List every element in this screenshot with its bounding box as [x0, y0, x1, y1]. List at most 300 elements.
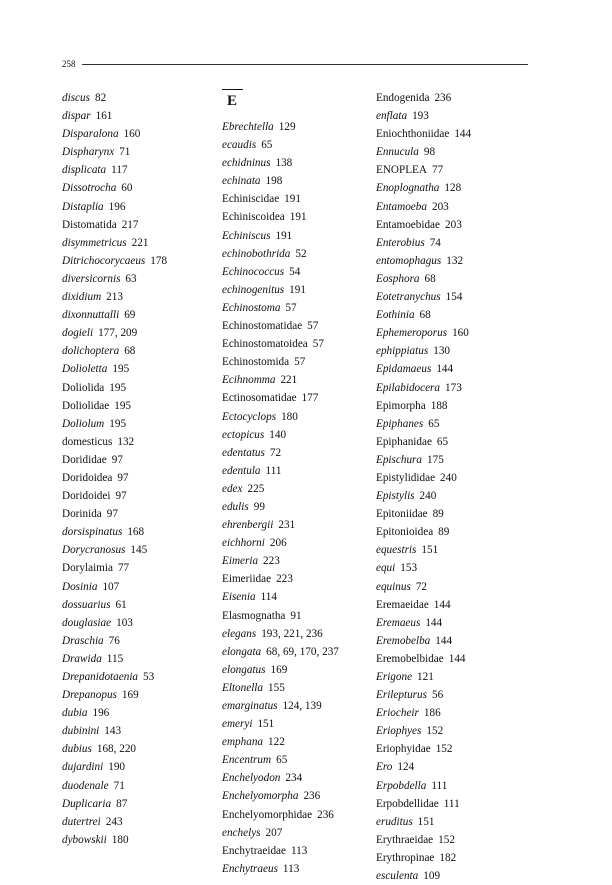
- index-page-refs: 225: [247, 482, 265, 495]
- index-term: Draschia: [62, 634, 104, 647]
- index-entry: [62, 722, 212, 740]
- index-entry: [376, 179, 526, 197]
- index-term: disymmetricus: [62, 236, 127, 249]
- index-page-refs: 111: [431, 779, 448, 792]
- index-page-refs: 115: [106, 652, 124, 665]
- index-term: Dorycranosus: [62, 544, 126, 557]
- index-page-refs: 65: [436, 435, 449, 448]
- index-entry: [376, 614, 526, 632]
- index-term: edex: [222, 482, 243, 495]
- index-entry: [376, 360, 526, 378]
- index-page-refs: 132: [117, 435, 135, 448]
- index-term: Entamoebidae: [376, 218, 440, 231]
- index-entry: [222, 462, 372, 480]
- index-entry: [222, 154, 372, 172]
- index-page-refs: 169: [270, 663, 288, 676]
- index-page-refs: 98: [423, 146, 436, 159]
- index-term: Disparalona: [62, 128, 119, 141]
- index-term: enchelys: [222, 826, 261, 839]
- index-entry: [376, 541, 526, 559]
- index-entry: [62, 559, 212, 577]
- index-term: Eriophyes: [376, 725, 422, 738]
- index-entry: [222, 227, 372, 245]
- index-page-refs: 99: [253, 500, 265, 513]
- index-page-refs: 186: [423, 707, 441, 720]
- index-page-refs: 65: [261, 139, 273, 152]
- index-term: dolichoptera: [62, 345, 120, 358]
- index-page-refs: 144: [448, 652, 466, 665]
- index-term: dujardini: [62, 761, 104, 774]
- index-page-refs: 151: [257, 718, 275, 731]
- index-page-refs: 168: [127, 526, 145, 539]
- index-entry: [376, 795, 526, 813]
- index-entry: [222, 733, 372, 751]
- index-term: Ectinosomatidae: [222, 392, 297, 405]
- index-entry: [62, 179, 212, 197]
- index-page-refs: 177, 209: [98, 327, 138, 340]
- index-entry: [62, 813, 212, 831]
- index-term: dutertrei: [62, 815, 101, 828]
- index-page-refs: 68: [124, 345, 136, 358]
- index-term: elongata: [222, 645, 262, 658]
- index-entry: [62, 614, 212, 632]
- index-page-refs: 206: [269, 537, 287, 550]
- index-term: equestris: [376, 544, 417, 557]
- index-page-refs: 175: [427, 453, 444, 466]
- index-term: Eremaeus: [376, 616, 421, 629]
- index-term: Dorylaimia: [62, 562, 113, 575]
- index-page-refs: 97: [106, 508, 118, 521]
- index-term: Epistylididae: [376, 471, 436, 484]
- index-term: Echinostomida: [222, 356, 290, 369]
- index-term: Eriophyidae: [376, 743, 431, 756]
- index-entry: [376, 777, 526, 795]
- index-entry: [376, 578, 526, 596]
- page-number: 258: [62, 59, 76, 69]
- index-term: Dorinida: [62, 508, 102, 521]
- index-page-refs: 153: [400, 562, 418, 575]
- index-term: Elasmognatha: [222, 609, 286, 622]
- index-term: Ebrechtella: [222, 121, 274, 133]
- index-entry: [222, 426, 372, 444]
- index-page-refs: 223: [263, 555, 280, 568]
- index-term: Enchelyomorpha: [222, 790, 299, 803]
- index-term: Drepanopus: [62, 689, 117, 702]
- index-page-refs: 87: [116, 797, 128, 810]
- index-term: Epiphanes: [376, 417, 424, 430]
- index-entry: [62, 234, 212, 252]
- index-entry: [376, 451, 526, 469]
- index-entry: [62, 523, 212, 541]
- index-entry: [222, 118, 372, 136]
- index-term: Drawida: [62, 652, 102, 665]
- index-term: Eothinia: [376, 309, 415, 322]
- index-entry: [376, 487, 526, 505]
- section-letter-bar: [222, 89, 243, 90]
- index-page-refs: 195: [112, 363, 130, 376]
- index-term: echidninus: [222, 157, 271, 170]
- index-page-refs: 91: [290, 609, 302, 622]
- index-entry: [62, 541, 212, 559]
- index-page-refs: 191: [275, 229, 293, 242]
- index-entry: [376, 650, 526, 668]
- index-page-refs: 161: [95, 110, 113, 123]
- index-entry: [376, 559, 526, 577]
- index-entry: [222, 625, 372, 643]
- index-column-1: [62, 89, 212, 849]
- index-page-refs: 132: [446, 254, 464, 267]
- index-term: Eniochthoniidae: [376, 128, 450, 141]
- index-term: Echiniscus: [222, 229, 271, 242]
- index-page-refs: 117: [111, 164, 128, 177]
- index-entry: [222, 480, 372, 498]
- index-term: elongatus: [222, 663, 266, 676]
- index-page-refs: 69: [124, 309, 136, 322]
- index-term: dubinini: [62, 725, 100, 738]
- index-page-refs: 144: [454, 128, 472, 141]
- index-term: Doliolidae: [62, 399, 110, 412]
- index-term: dubia: [62, 707, 88, 720]
- index-page-refs: 207: [265, 826, 283, 839]
- index-entry: [376, 686, 526, 704]
- index-entry: [376, 433, 526, 451]
- index-entry: [62, 795, 212, 813]
- index-entry: [222, 190, 372, 208]
- index-term: ectopicus: [222, 428, 265, 441]
- index-page-refs: 61: [115, 598, 127, 611]
- index-entry: [376, 740, 526, 758]
- index-page-refs: 129: [278, 121, 296, 133]
- index-entry: [62, 252, 212, 270]
- index-page-refs: 213: [106, 291, 123, 304]
- index-page-refs: 203: [431, 200, 449, 213]
- index-term: edulis: [222, 500, 249, 513]
- index-term: Doridoidea: [62, 471, 113, 484]
- index-term: emphana: [222, 736, 264, 749]
- index-entry: [62, 650, 212, 668]
- index-page-refs: 65: [276, 754, 288, 767]
- index-term: dispar: [62, 110, 91, 123]
- index-entry: [222, 588, 372, 606]
- index-page-refs: 89: [432, 508, 444, 521]
- index-entry: [376, 758, 526, 776]
- index-term: echinogenitus: [222, 283, 285, 296]
- index-entry: [222, 751, 372, 769]
- index-page-refs: 236: [317, 808, 334, 821]
- index-entry: [376, 415, 526, 433]
- index-term: dogieli: [62, 327, 94, 340]
- index-entry: [376, 722, 526, 740]
- index-page-refs: 77: [117, 562, 130, 575]
- index-page-refs: 82: [94, 92, 107, 104]
- index-page-refs: 63: [125, 272, 137, 285]
- index-entry: [376, 505, 526, 523]
- index-page-refs: 107: [102, 580, 120, 593]
- index-entry: [222, 498, 372, 516]
- index-term: emarginatus: [222, 700, 278, 712]
- index-term: entomophagus: [376, 254, 442, 267]
- index-entry: [376, 632, 526, 650]
- index-page-refs: 223: [276, 573, 293, 586]
- index-entry: [376, 324, 526, 342]
- index-term: ENOPLEA: [376, 164, 427, 177]
- index-page-refs: 76: [108, 634, 120, 647]
- index-entry: [222, 643, 372, 661]
- index-entry: [222, 842, 372, 860]
- index-entry: [62, 143, 212, 161]
- index-term: Entamoeba: [376, 200, 427, 213]
- index-entry: [222, 353, 372, 371]
- index-entry: [62, 578, 212, 596]
- index-entry: [376, 89, 526, 107]
- index-page-refs: 173: [445, 381, 462, 394]
- index-entry: [62, 125, 212, 143]
- index-entry: [222, 444, 372, 462]
- index-term: eichhorni: [222, 537, 265, 550]
- section-letter: [222, 89, 372, 113]
- index-term: Distaplia: [62, 200, 104, 213]
- index-page-refs: 71: [113, 779, 125, 792]
- index-entry: [376, 867, 526, 885]
- index-term: Distomatida: [62, 218, 117, 231]
- index-page-refs: 68: [419, 309, 431, 322]
- index-entry: [62, 415, 212, 433]
- index-entry: [222, 570, 372, 588]
- index-page-refs: 240: [440, 471, 457, 484]
- index-page-refs: 68, 69, 170, 237: [266, 645, 339, 658]
- index-entry: [222, 787, 372, 805]
- index-entry: [62, 632, 212, 650]
- index-entry: [62, 505, 212, 523]
- index-term: dossuarius: [62, 598, 111, 611]
- index-term: Ero: [376, 761, 393, 774]
- index-entry: [222, 806, 372, 824]
- index-page-refs: 177: [301, 392, 319, 405]
- index-page-refs: 151: [421, 544, 439, 557]
- index-entry: [376, 668, 526, 686]
- index-page-refs: 124: [397, 761, 415, 774]
- index-term: Eisenia: [222, 591, 256, 604]
- index-entry: [62, 342, 212, 360]
- index-term: Echinostomatoidea: [222, 338, 308, 351]
- index-entry: [222, 335, 372, 353]
- index-entry: [222, 371, 372, 389]
- index-page-refs: 103: [116, 616, 133, 629]
- index-term: Dorididae: [62, 453, 107, 466]
- index-term: Epitoniidae: [376, 508, 428, 521]
- index-page-refs: 236: [434, 92, 452, 104]
- header-rule: [82, 64, 528, 65]
- index-entry: [62, 758, 212, 776]
- index-entry: [62, 270, 212, 288]
- index-term: Eotetranychus: [376, 291, 441, 304]
- index-term: enflata: [376, 110, 408, 123]
- index-page-refs: 68: [424, 272, 436, 285]
- index-term: ephippiatus: [376, 345, 429, 358]
- index-entry: [222, 208, 372, 226]
- index-entry: [376, 143, 526, 161]
- index-page-refs: 191: [284, 193, 301, 206]
- index-page-refs: 243: [105, 815, 123, 828]
- index-entry: [222, 824, 372, 842]
- index-page-refs: 57: [307, 320, 319, 333]
- index-term: Drepanidotaenia: [62, 671, 139, 683]
- index-page-refs: 169: [121, 689, 139, 702]
- index-term: Ectocyclops: [222, 410, 277, 423]
- index-entry: [62, 451, 212, 469]
- index-term: Epiphanidae: [376, 435, 432, 448]
- index-page-refs: 144: [425, 616, 443, 629]
- index-entry: [376, 306, 526, 324]
- index-page-refs: 72: [269, 446, 282, 459]
- index-page-refs: 54: [289, 265, 301, 278]
- index-entry: [62, 379, 212, 397]
- index-page-refs: 196: [92, 707, 110, 720]
- index-page-refs: 191: [289, 211, 307, 224]
- index-entry: [376, 216, 526, 234]
- index-entry: [62, 107, 212, 125]
- index-term: equi: [376, 562, 396, 575]
- index-entry: [222, 697, 372, 715]
- index-term: Echiniscidae: [222, 193, 280, 206]
- index-entry: [62, 360, 212, 378]
- index-page-refs: 193, 221, 236: [261, 627, 323, 640]
- index-page-refs: 130: [433, 345, 450, 358]
- index-entry: [376, 161, 526, 179]
- index-entry: [376, 831, 526, 849]
- index-entry: [62, 831, 212, 849]
- index-term: Dolioletta: [62, 363, 108, 376]
- index-entry: [222, 769, 372, 787]
- index-page-refs: 154: [445, 291, 463, 304]
- index-page-refs: 113: [282, 862, 300, 875]
- index-entry: [62, 89, 212, 107]
- index-term: Eosphora: [376, 272, 420, 285]
- index-term: Enterobius: [376, 236, 425, 249]
- index-term: Erpobdellidae: [376, 797, 439, 810]
- index-entry: [376, 288, 526, 306]
- index-term: duodenale: [62, 779, 109, 792]
- index-entry: [376, 125, 526, 143]
- index-page-refs: 203: [445, 218, 462, 231]
- index-page-refs: 191: [289, 283, 306, 296]
- index-page-refs: 144: [433, 598, 451, 611]
- index-column-3: [376, 89, 526, 885]
- index-entry: [222, 661, 372, 679]
- index-page-refs: 57: [285, 301, 297, 314]
- index-page-refs: 138: [275, 157, 293, 170]
- index-term: Endogenida: [376, 92, 430, 104]
- index-page-refs: 121: [417, 671, 434, 683]
- index-page-refs: 151: [417, 815, 435, 828]
- index-entry: [222, 679, 372, 697]
- index-term: Doliolum: [62, 417, 105, 430]
- index-page-refs: 240: [419, 490, 437, 503]
- index-term: Ennucula: [376, 146, 419, 159]
- index-page-refs: 74: [429, 236, 441, 249]
- index-term: Eremobelbidae: [376, 652, 444, 665]
- index-term: Enchytraeus: [222, 862, 278, 875]
- index-page-refs: 180: [111, 833, 129, 846]
- index-entry: [376, 596, 526, 614]
- index-page-refs: 221: [131, 236, 149, 249]
- index-term: Enchelyodon: [222, 772, 281, 785]
- index-term: equinus: [376, 580, 411, 593]
- index-term: Dissotrocha: [62, 182, 117, 195]
- index-term: Eremobelba: [376, 634, 431, 647]
- index-entry: [376, 252, 526, 270]
- index-entry: [222, 860, 372, 878]
- index-entry: [222, 281, 372, 299]
- index-term: Erythropinae: [376, 851, 435, 864]
- index-term: eruditus: [376, 815, 413, 828]
- index-term: Encentrum: [222, 754, 272, 767]
- index-page-refs: 122: [268, 736, 285, 749]
- index-term: Enchytraeidae: [222, 844, 286, 857]
- index-page-refs: 196: [108, 200, 126, 213]
- index-entry: [62, 324, 212, 342]
- index-page-refs: 198: [265, 175, 283, 188]
- index-page-refs: 221: [280, 374, 298, 387]
- index-page-refs: 195: [109, 381, 127, 394]
- index-entry: [222, 715, 372, 733]
- index-entry: [62, 704, 212, 722]
- index-term: domesticus: [62, 435, 113, 448]
- index-term: Echiniscoidea: [222, 211, 285, 224]
- index-entry: [62, 469, 212, 487]
- index-entry: [62, 306, 212, 324]
- index-entry: [62, 161, 212, 179]
- index-entry: [376, 270, 526, 288]
- index-page-refs: 160: [123, 128, 141, 141]
- index-page-refs: 71: [119, 146, 131, 159]
- index-term: edentula: [222, 464, 261, 477]
- index-page-refs: 155: [268, 681, 285, 694]
- index-term: dubius: [62, 743, 92, 756]
- index-entry: [376, 469, 526, 487]
- index-entry: [376, 198, 526, 216]
- index-term: Epistylis: [376, 490, 415, 503]
- index-term: echinobothrida: [222, 247, 291, 260]
- index-page-refs: 188: [430, 399, 448, 412]
- index-entry: [222, 299, 372, 317]
- index-page-refs: 128: [444, 182, 462, 195]
- index-term: dorsispinatus: [62, 526, 123, 539]
- index-entry: [62, 216, 212, 234]
- index-entry: [62, 433, 212, 451]
- index-entry: [222, 245, 372, 263]
- index-page-refs: 53: [143, 671, 155, 683]
- index-page-refs: 56: [431, 689, 444, 702]
- index-entry: [222, 516, 372, 534]
- index-entry: [222, 552, 372, 570]
- index-term: Erythraeidae: [376, 833, 434, 846]
- index-page-refs: 52: [295, 247, 307, 260]
- index-term: Epimorpha: [376, 399, 426, 412]
- index-page-refs: 195: [109, 417, 127, 430]
- index-entry: [62, 740, 212, 758]
- index-page-refs: 180: [281, 410, 298, 423]
- index-page-refs: 190: [108, 761, 126, 774]
- index-page-refs: 60: [121, 182, 133, 195]
- index-term: dixidium: [62, 291, 102, 304]
- index-page-refs: 89: [438, 526, 450, 539]
- index-page-refs: 160: [452, 327, 469, 340]
- index-page-refs: 97: [111, 453, 123, 466]
- index-page-refs: 144: [436, 363, 454, 376]
- index-term: emeryi: [222, 718, 253, 731]
- index-term: discus: [62, 92, 90, 104]
